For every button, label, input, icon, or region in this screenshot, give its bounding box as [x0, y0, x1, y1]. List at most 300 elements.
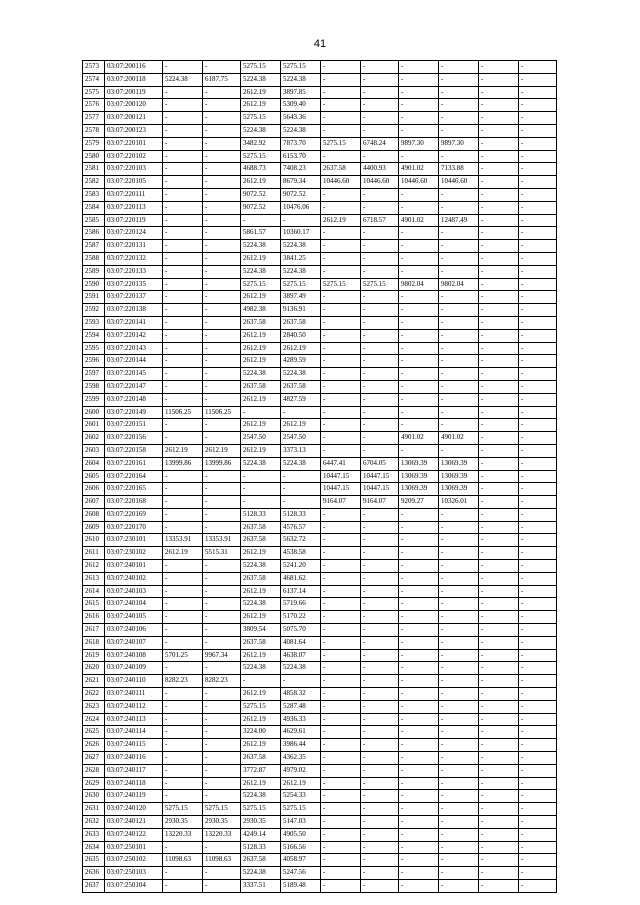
table-cell: - — [203, 99, 241, 112]
table-row — [83, 688, 557, 701]
table-cell: 03:07:240110 — [105, 675, 163, 688]
table-cell: - — [361, 419, 399, 432]
table-row — [83, 432, 557, 445]
table-row — [83, 547, 557, 560]
table-cell: - — [479, 73, 519, 86]
table-cell: - — [479, 585, 519, 598]
table-cell: - — [439, 150, 479, 163]
table-cell: - — [361, 521, 399, 534]
table-cell: 03:07:240111 — [105, 688, 163, 701]
table-cell: 5275.15 — [281, 803, 321, 816]
table-cell: 03:07:220158 — [105, 444, 163, 457]
table-cell: 2612.19 — [241, 99, 281, 112]
table-cell: - — [321, 329, 361, 342]
table-cell: - — [361, 432, 399, 445]
table-cell: - — [163, 752, 203, 765]
table-cell: - — [203, 867, 241, 880]
table-cell: 10446.60 — [321, 176, 361, 189]
table-cell: - — [519, 700, 557, 713]
table-cell: - — [399, 342, 439, 355]
table-cell: - — [361, 342, 399, 355]
table-cell: - — [399, 611, 439, 624]
table-cell: 4901.02 — [399, 432, 439, 445]
table-cell: 2576 — [83, 99, 105, 112]
table-cell: 4400.93 — [361, 163, 399, 176]
table-cell: 6748.24 — [361, 137, 399, 150]
table-cell: - — [361, 880, 399, 893]
table-cell: - — [281, 214, 321, 227]
table-cell: - — [241, 675, 281, 688]
table-cell: 03:07:220119 — [105, 214, 163, 227]
table-cell: - — [479, 777, 519, 790]
table-cell: - — [321, 803, 361, 816]
table-row — [83, 803, 557, 816]
table-row — [83, 662, 557, 675]
table-cell: - — [439, 649, 479, 662]
table-cell: - — [479, 342, 519, 355]
table-cell: 2612.19 — [241, 713, 281, 726]
table-cell: 13069.39 — [399, 470, 439, 483]
table-cell: - — [203, 419, 241, 432]
table-cell: - — [479, 713, 519, 726]
table-cell: 2603 — [83, 444, 105, 457]
table-cell: - — [439, 227, 479, 240]
table-cell: - — [163, 470, 203, 483]
table-row — [83, 252, 557, 265]
table-cell: 2618 — [83, 636, 105, 649]
table-cell: - — [321, 713, 361, 726]
table-cell: 2612.19 — [241, 329, 281, 342]
table-cell: - — [361, 124, 399, 137]
table-cell: 2602 — [83, 432, 105, 445]
table-cell: 03:07:220151 — [105, 419, 163, 432]
table-cell: - — [399, 124, 439, 137]
table-row — [83, 112, 557, 125]
table-cell: - — [519, 304, 557, 317]
table-cell: 2610 — [83, 534, 105, 547]
table-cell: - — [479, 598, 519, 611]
table-cell: 03:07:250102 — [105, 854, 163, 867]
table-cell: - — [203, 176, 241, 189]
table-cell: - — [439, 329, 479, 342]
table-cell: - — [399, 585, 439, 598]
table-cell: 11098.63 — [203, 854, 241, 867]
table-row — [83, 726, 557, 739]
table-cell: - — [361, 700, 399, 713]
table-cell: - — [361, 240, 399, 253]
table-row — [83, 176, 557, 189]
table-cell: 03:07:220169 — [105, 508, 163, 521]
table-cell: - — [163, 163, 203, 176]
table-cell: 5275.15 — [241, 278, 281, 291]
table-cell: - — [399, 764, 439, 777]
table-cell: - — [399, 739, 439, 752]
table-cell: - — [399, 227, 439, 240]
table-cell: 2579 — [83, 137, 105, 150]
table-cell: 13999.86 — [163, 457, 203, 470]
table-cell: - — [163, 112, 203, 125]
table-cell: 03:07:240115 — [105, 739, 163, 752]
table-row — [83, 496, 557, 509]
table-cell: - — [479, 393, 519, 406]
table-cell: - — [163, 585, 203, 598]
table-cell: - — [519, 380, 557, 393]
table-cell: 11506.25 — [203, 406, 241, 419]
table-cell: - — [361, 739, 399, 752]
table-cell: 4681.62 — [281, 572, 321, 585]
table-cell: - — [479, 291, 519, 304]
table-cell: - — [203, 662, 241, 675]
table-cell: - — [163, 688, 203, 701]
table-cell: 03:07:240118 — [105, 777, 163, 790]
table-cell: 2636 — [83, 867, 105, 880]
table-cell: - — [281, 675, 321, 688]
table-cell: 03:07:240101 — [105, 560, 163, 573]
table-cell: 3482.92 — [241, 137, 281, 150]
table-cell: - — [321, 380, 361, 393]
table-cell: - — [519, 752, 557, 765]
table-cell: - — [439, 764, 479, 777]
table-cell: - — [203, 624, 241, 637]
table-cell: - — [321, 291, 361, 304]
table-cell: 2591 — [83, 291, 105, 304]
table-row — [83, 278, 557, 291]
table-cell: - — [519, 240, 557, 253]
table-cell: 5075.70 — [281, 624, 321, 637]
table-cell: 9072.52 — [281, 188, 321, 201]
table-cell: 03:07:220161 — [105, 457, 163, 470]
table-cell: 2612.19 — [241, 585, 281, 598]
table-cell: - — [399, 355, 439, 368]
table-cell: 7408.23 — [281, 163, 321, 176]
table-cell: - — [163, 432, 203, 445]
table-cell: 6447.41 — [321, 457, 361, 470]
table-cell: - — [439, 444, 479, 457]
table-cell: - — [203, 355, 241, 368]
table-cell: - — [163, 188, 203, 201]
table-cell: 6704.05 — [361, 457, 399, 470]
table-cell: - — [361, 675, 399, 688]
table-cell: - — [321, 739, 361, 752]
table-cell: - — [361, 777, 399, 790]
table-cell: - — [399, 700, 439, 713]
table-cell: 2547.50 — [281, 432, 321, 445]
table-cell: - — [321, 393, 361, 406]
table-cell: 2620 — [83, 662, 105, 675]
table-cell: 3809.54 — [241, 624, 281, 637]
table-row — [83, 764, 557, 777]
table-cell: 03:07:240106 — [105, 624, 163, 637]
table-cell: 2612.19 — [241, 176, 281, 189]
table-cell: 2599 — [83, 393, 105, 406]
table-cell: - — [163, 380, 203, 393]
table-cell: 2612.19 — [241, 419, 281, 432]
table-cell: - — [519, 508, 557, 521]
table-cell: 2637.58 — [281, 316, 321, 329]
table-cell: 11506.25 — [163, 406, 203, 419]
table-row — [83, 124, 557, 137]
table-cell: 5632.72 — [281, 534, 321, 547]
table-cell: - — [203, 201, 241, 214]
table-row — [83, 636, 557, 649]
table-row — [83, 572, 557, 585]
table-cell: 2607 — [83, 496, 105, 509]
table-cell: - — [321, 342, 361, 355]
table-cell: - — [519, 99, 557, 112]
table-cell: - — [439, 752, 479, 765]
table-cell: - — [439, 112, 479, 125]
table-cell: - — [163, 329, 203, 342]
table-body — [83, 61, 557, 893]
table-cell: 2612.19 — [281, 342, 321, 355]
table-cell: 03:07:220111 — [105, 188, 163, 201]
table-cell: - — [321, 816, 361, 829]
table-row — [83, 393, 557, 406]
table-cell: 13220.33 — [163, 828, 203, 841]
table-cell: - — [519, 188, 557, 201]
table-cell: 03:07:220103 — [105, 163, 163, 176]
table-cell: - — [479, 355, 519, 368]
table-cell: 03:07:240107 — [105, 636, 163, 649]
table-cell: 10447.15 — [321, 483, 361, 496]
table-cell: 2637.58 — [241, 854, 281, 867]
table-cell: 5224.38 — [241, 368, 281, 381]
table-cell: - — [203, 752, 241, 765]
table-cell: - — [203, 713, 241, 726]
table-cell: 2606 — [83, 483, 105, 496]
table-cell: - — [519, 368, 557, 381]
table-cell: - — [361, 508, 399, 521]
table-cell: - — [203, 508, 241, 521]
table-cell: 10446.60 — [361, 176, 399, 189]
table-cell: - — [399, 521, 439, 534]
table-row — [83, 624, 557, 637]
table-cell: - — [163, 137, 203, 150]
table-cell: 03:07:250104 — [105, 880, 163, 893]
table-cell: 03:07:220168 — [105, 496, 163, 509]
table-cell: - — [519, 355, 557, 368]
table-row — [83, 713, 557, 726]
table-cell: - — [321, 304, 361, 317]
table-cell: 2598 — [83, 380, 105, 393]
table-cell: - — [479, 764, 519, 777]
table-cell: - — [399, 240, 439, 253]
table-cell: 03:07:220147 — [105, 380, 163, 393]
table-cell: - — [399, 99, 439, 112]
table-cell: - — [519, 61, 557, 74]
table-cell: - — [519, 86, 557, 99]
table-cell: - — [163, 777, 203, 790]
table-cell: 5275.15 — [241, 61, 281, 74]
table-cell: 03:07:220102 — [105, 150, 163, 163]
table-cell: - — [479, 470, 519, 483]
table-cell: 2614 — [83, 585, 105, 598]
table-cell: - — [519, 201, 557, 214]
table-cell: 2632 — [83, 816, 105, 829]
table-cell: - — [479, 560, 519, 573]
table-cell: 5275.15 — [241, 112, 281, 125]
table-cell: - — [519, 176, 557, 189]
table-cell: 03:07:220144 — [105, 355, 163, 368]
table-cell: - — [439, 624, 479, 637]
table-cell: - — [399, 112, 439, 125]
table-cell: - — [519, 585, 557, 598]
table-cell: 2608 — [83, 508, 105, 521]
table-cell: - — [321, 649, 361, 662]
table-cell: 4979.02 — [281, 764, 321, 777]
table-cell: - — [321, 688, 361, 701]
table-cell: - — [439, 790, 479, 803]
table-cell: - — [321, 406, 361, 419]
table-cell: 2612.19 — [203, 444, 241, 457]
table-cell: - — [321, 150, 361, 163]
table-cell: - — [439, 713, 479, 726]
table-cell: - — [321, 841, 361, 854]
table-cell: 5224.38 — [241, 73, 281, 86]
table-cell: - — [321, 585, 361, 598]
table-cell: - — [163, 124, 203, 137]
table-cell: - — [163, 240, 203, 253]
table-cell: 2612.19 — [241, 547, 281, 560]
table-cell: - — [399, 752, 439, 765]
table-cell: 03:07:250101 — [105, 841, 163, 854]
table-cell: - — [203, 777, 241, 790]
table-cell: 2585 — [83, 214, 105, 227]
table-cell: - — [361, 112, 399, 125]
table-cell: 2611 — [83, 547, 105, 560]
table-cell: - — [163, 572, 203, 585]
table-cell: 4638.07 — [281, 649, 321, 662]
table-cell: 2588 — [83, 252, 105, 265]
table-cell: - — [203, 700, 241, 713]
table-cell: - — [361, 816, 399, 829]
table-cell: - — [399, 316, 439, 329]
table-cell: - — [321, 316, 361, 329]
table-cell: - — [361, 99, 399, 112]
table-cell: - — [163, 278, 203, 291]
table-cell: 2637.58 — [241, 572, 281, 585]
table-cell: - — [439, 73, 479, 86]
table-cell: 4538.58 — [281, 547, 321, 560]
table-cell: - — [519, 227, 557, 240]
table-row — [83, 342, 557, 355]
table-cell: - — [479, 124, 519, 137]
table-cell: 03:07:220143 — [105, 342, 163, 355]
table-cell: - — [519, 739, 557, 752]
table-cell: - — [519, 470, 557, 483]
table-row — [83, 188, 557, 201]
table-cell: - — [399, 419, 439, 432]
table-cell: - — [361, 252, 399, 265]
table-row — [83, 585, 557, 598]
table-cell: - — [361, 380, 399, 393]
table-cell: - — [321, 790, 361, 803]
table-cell: - — [439, 560, 479, 573]
table-cell: - — [163, 764, 203, 777]
table-cell: - — [163, 150, 203, 163]
table-row — [83, 700, 557, 713]
table-cell: - — [479, 854, 519, 867]
table-cell: - — [479, 406, 519, 419]
table-cell: - — [519, 214, 557, 227]
table-cell: - — [203, 611, 241, 624]
table-cell: 2637.58 — [241, 752, 281, 765]
table-cell: - — [439, 662, 479, 675]
table-cell: - — [399, 508, 439, 521]
table-cell: - — [163, 252, 203, 265]
table-cell: - — [321, 201, 361, 214]
table-cell: 3897.85 — [281, 86, 321, 99]
table-cell: - — [203, 880, 241, 893]
table-cell: - — [399, 304, 439, 317]
data-table — [82, 60, 557, 893]
table-cell: - — [163, 316, 203, 329]
table-cell: 4905.50 — [281, 828, 321, 841]
table-cell: - — [479, 304, 519, 317]
table-cell: - — [439, 572, 479, 585]
table-cell: - — [479, 521, 519, 534]
table-cell: 03:07:240117 — [105, 764, 163, 777]
table-cell: - — [203, 585, 241, 598]
table-cell: - — [439, 393, 479, 406]
table-cell: 2622 — [83, 688, 105, 701]
table-cell: 2578 — [83, 124, 105, 137]
table-cell: 2621 — [83, 675, 105, 688]
table-cell: - — [321, 675, 361, 688]
table-cell: 2600 — [83, 406, 105, 419]
table-cell: - — [479, 867, 519, 880]
table-cell: - — [203, 137, 241, 150]
table-cell: - — [439, 380, 479, 393]
table-cell: - — [361, 828, 399, 841]
table-cell: 13069.39 — [399, 457, 439, 470]
table-cell: 5224.38 — [241, 124, 281, 137]
table-cell: - — [203, 598, 241, 611]
table-cell: 2582 — [83, 176, 105, 189]
table-cell: - — [321, 560, 361, 573]
table-cell: 5224.38 — [281, 368, 321, 381]
table-cell: 5287.48 — [281, 700, 321, 713]
table-cell: - — [361, 841, 399, 854]
table-row — [83, 316, 557, 329]
table-cell: - — [163, 496, 203, 509]
table-cell: - — [203, 688, 241, 701]
table-cell: - — [399, 73, 439, 86]
table-cell: 2581 — [83, 163, 105, 176]
table-cell: - — [321, 227, 361, 240]
table-cell: 2612.19 — [241, 649, 281, 662]
table-cell: - — [203, 726, 241, 739]
table-cell: - — [479, 508, 519, 521]
table-cell: - — [321, 368, 361, 381]
table-cell: 03:07:220113 — [105, 201, 163, 214]
table-cell: - — [203, 329, 241, 342]
table-cell: - — [321, 432, 361, 445]
table-cell: 2628 — [83, 764, 105, 777]
table-cell: - — [203, 342, 241, 355]
table-cell: 8679.34 — [281, 176, 321, 189]
table-cell: - — [519, 636, 557, 649]
table-cell: - — [399, 393, 439, 406]
table-cell: - — [361, 355, 399, 368]
table-cell: - — [519, 662, 557, 675]
table-cell: 2637.58 — [321, 163, 361, 176]
table-cell: - — [399, 61, 439, 74]
table-cell: 2612.19 — [241, 355, 281, 368]
table-cell: - — [203, 188, 241, 201]
table-cell: - — [361, 688, 399, 701]
table-cell: - — [519, 291, 557, 304]
